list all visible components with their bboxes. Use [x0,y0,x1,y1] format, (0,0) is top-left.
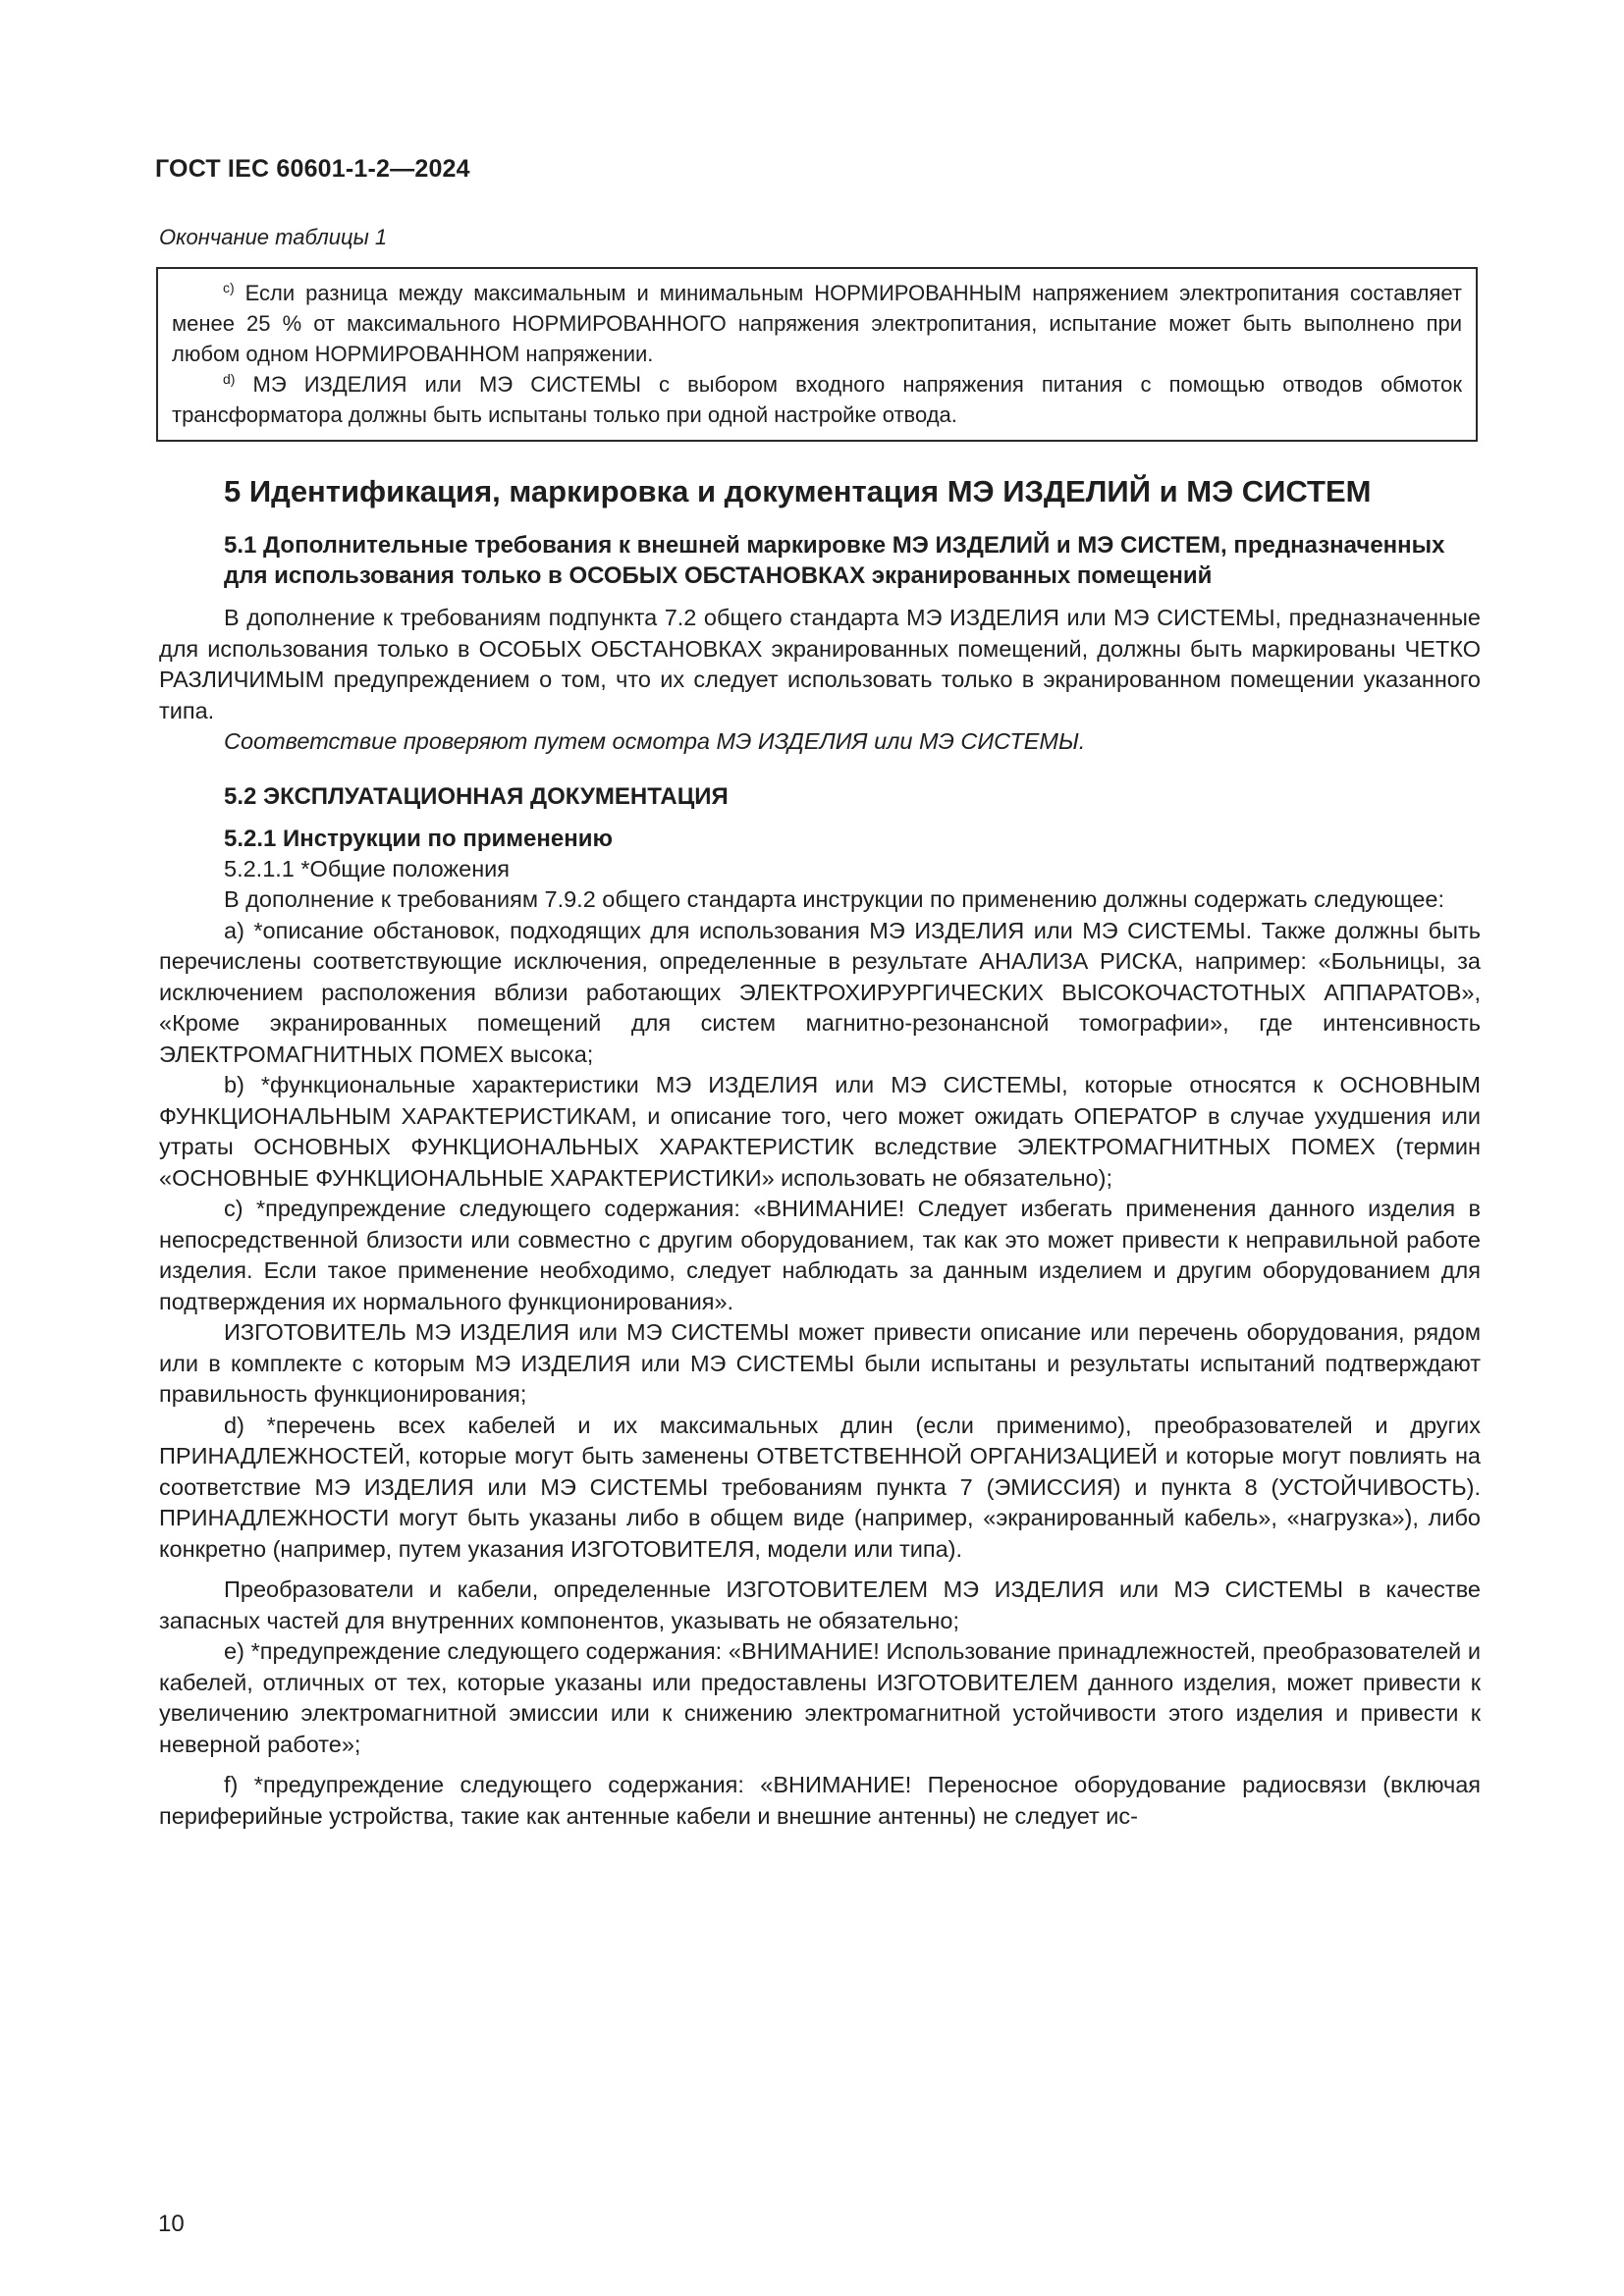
section-5-2-title: 5.2 ЭКСПЛУАТАЦИОННАЯ ДОКУМЕНТАЦИЯ [224,782,729,810]
section-5-1-title: 5.1 Дополнительные требования к внешней маркировке МЭ ИЗДЕЛИЙ и МЭ СИСТЕМ, предназначенных для использования только в ОСОБЫХ ОБСТАНОВКАХ экранированных помещений [224,532,1445,589]
section-5-2-1-1-title: 5.2.1.1 *Общие положения [224,855,511,881]
list-item-d-note: Преобразователи и кабели, определенные ИЗГОТОВИТЕЛЕМ МЭ ИЗДЕЛИЯ или МЭ СИСТЕМЫ в качестве запасных частей для внутренних компонентов, указывать не обязательно; [159,1576,1481,1633]
list-item-a: a) *описание обстановок, подходящих для использования МЭ ИЗДЕЛИЯ или МЭ СИСТЕМЫ. Также должны быть перечислены соответствующие исключения, определенные в результате АНАЛИЗА РИСКА, например: «Больницы, за исключением расположения вблизи работающих ЭЛЕКТРОХИРУРГИЧЕСКИХ ВЫСОКОЧАСТОТНЫХ АППАРАТОВ», «Кроме экранированных помещений для систем магнитно-резонансной томографии», где интенсивность ЭЛЕКТРОМАГНИТНЫХ ПОМЕХ высока; [159,917,1481,1067]
main-content [159,471,1481,1832]
table-footnotes-box [156,267,1478,442]
list-item-c-note: ИЗГОТОВИТЕЛЬ МЭ ИЗДЕЛИЯ или МЭ СИСТЕМЫ может привести описание или перечень оборудования, рядом или в комплекте с которым МЭ ИЗДЕЛИЯ или МЭ СИСТЕМЫ были испытаны и результаты испытаний подтверждают правильность функционирования; [159,1319,1481,1407]
footnote-c-text: Если разница между максимальным и минимальным НОРМИРОВАННЫМ напряжением электропитания составляет менее 25 % от максимального НОРМИРОВАННОГО напряжения электропитания, испытание может быть выполнено при любом одном НОРМИРОВАННОМ напряжении. [172,281,1462,366]
section-intro-paragraph: В дополнение к требованиям 7.9.2 общего стандарта инструкции по применению должны содержать следующее: [224,886,1444,912]
section-5-1-compliance: Соответствие проверяют путем осмотра МЭ ИЗДЕЛИЯ или МЭ СИСТЕМЫ. [224,728,1086,754]
list-item-f: f) *предупреждение следующего содержания: «ВНИМАНИЕ! Переносное оборудование радиосвязи (включая периферийные устройства, такие как антенные кабели и внешние антенны) не следует ис- [159,1772,1481,1829]
section-5-1-text: В дополнение к требованиям подпункта 7.2 общего стандарта МЭ ИЗДЕЛИЯ или МЭ СИСТЕМЫ, предназначенные для использования только в ОСОБЫХ ОБСТАНОВКАХ экранированных помещений, должны быть маркированы ЧЕТКО РАЗЛИЧИМЫМ предупреждением о том, что их следует использовать только в экранированном помещении указанного типа. [159,605,1481,723]
document-header: ГОСТ IEC 60601-1-2—2024 [155,155,470,183]
table-continuation-caption: Окончание таблицы 1 [159,225,388,249]
list-item-b: b) *функциональные характеристики МЭ ИЗДЕЛИЯ или МЭ СИСТЕМЫ, которые относятся к ОСНОВНЫМ ФУНКЦИОНАЛЬНЫМ ХАРАКТЕРИСТИКАМ, и описание того, чего может ожидать ОПЕРАТОР в случае ухудшения или утраты ОСНОВНЫХ ФУНКЦИОНАЛЬНЫХ ХАРАКТЕРИСТИК вследствие ЭЛЕКТРОМАГНИТНЫХ ПОМЕХ (термин «ОСНОВНЫЕ ФУНКЦИОНАЛЬНЫЕ ХАРАКТЕРИСТИКИ» использовать не обязательно); [159,1072,1481,1191]
footnote-d-text: МЭ ИЗДЕЛИЯ или МЭ СИСТЕМЫ с выбором входного напряжения питания с помощью отводов обмоток трансформатора должны быть испытаны только при одной настройке отвода. [172,372,1462,427]
list-item-c: c) *предупреждение следующего содержания: «ВНИМАНИЕ! Следует избегать применения данного изделия в непосредственной близости или совместно с другим оборудованием, так как это может привести к неправильной работе изделия. Если такое применение необходимо, следует наблюдать за данным изделием и другим оборудованием для подтверждения их нормального функционирования». [159,1196,1481,1314]
footnote-d [172,369,1462,430]
footnote-c [172,278,1462,369]
list-item-e: e) *предупреждение следующего содержания: «ВНИМАНИЕ! Использование принадлежностей, преобразователей и кабелей, отличных от тех, которые указаны или предоставлены ИЗГОТОВИТЕЛЕМ данного изделия, может привести к увеличению электромагнитной эмиссии или к снижению электромагнитной устойчивости этого изделия и привести к неверной работе»; [159,1638,1481,1757]
section-5-2-1-title: 5.2.1 Инструкции по применению [224,825,613,852]
list-item-d: d) *перечень всех кабелей и их максимальных длин (если применимо), преобразователей и других ПРИНАДЛЕЖНОСТЕЙ, которые могут быть заменены ОТВЕТСТВЕННОЙ ОРГАНИЗАЦИЕЙ и которые могут повлиять на соответствие МЭ ИЗДЕЛИЯ или МЭ СИСТЕМЫ требованиям пункта 7 (ЭМИССИЯ) и пункта 8 (УСТОЙЧИВОСТЬ). ПРИНАДЛЕЖНОСТИ могут быть указаны либо в общем виде (например, «экранированный кабель», «нагрузка»), либо конкретно (например, путем указания ИЗГОТОВИТЕЛЯ, модели или типа). [159,1412,1481,1562]
page-number: 10 [158,2211,185,2237]
section-5-title: 5 Идентификация, маркировка и документация МЭ ИЗДЕЛИЙ и МЭ СИСТЕМ [224,474,1372,508]
footnote-c-mark: c) [223,280,235,295]
footnote-d-mark: d) [223,371,236,387]
